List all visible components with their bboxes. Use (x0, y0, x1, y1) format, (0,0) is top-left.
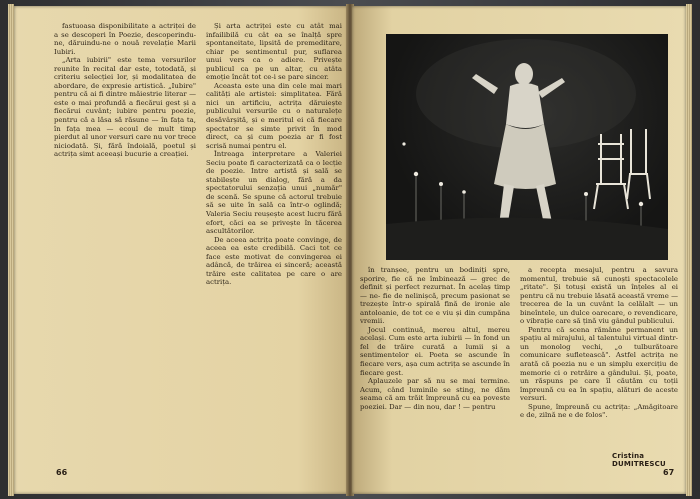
stage-scene-image (386, 34, 668, 260)
author-signature: Cristina DUMITRESCU (612, 452, 666, 468)
right-column-2 (520, 266, 678, 450)
paragraph: Întreaga interpretare a Valeriei Seciu poate fi caracterizată ca o lecție de poezie. Intre artistă și sală se stabilește un dialog, fără a da spectatorului senzația unui „număr" de scenă. Se spune că actorul trebuie să se uite în sală ca într-o oglindă; Valeria Seciu reușește acest lucru fără efort, căci ea se privește în tăcerea ascultătorilor. (206, 150, 342, 236)
paragraph: Jocul continuă, mereu altul, mereu același. Cum este arta iubirii — în fond un fel de trăire curată a lumii și a sentimentelor ei. Poeta se ascunde în fiecare vers, așa cum actrița se ascunde în fiecare gest. (360, 325, 510, 377)
paragraph: Pentru că scena rămâne permanent un spațiu al mirajului, al talentului virtual dintr-un monolog vechi, „o tulburătoare comunicare sufletească". Astfel actrița ne arată că poezia nu e un simplu exercițiu de memorie ci o retrăire a gândului. Și, poate, un răspuns pe care îl căutăm cu toții împreună cu ea în spațiu, alături de aceste versuri. (520, 325, 678, 403)
right-page-edges (686, 4, 692, 496)
page-number-right: 67 (663, 468, 675, 477)
paragraph: Și arta actriței este cu atât mai infailibilă cu cât ea se înalță spre spontaneitate, lipsită de premeditare, chiar pe sentimentul pur, suflarea unui vers ca o adiere. Privește publicul ca pe un altar, cu atâta emoție încât tot ce-i se pare sincer. (206, 22, 342, 82)
paragraph: în tranșee, pentru un bodiniți spre, sporire, fie că ne îmbinează — grec de definit și perfect rezurnat. În acelaș timp — ne- fie de nelinișcă, precum pasionat se trezește într-o spirală fină de ironie ale antoloanie, de tot ce e viu și din cumpăna vremii. (360, 266, 510, 326)
right-column-1 (360, 266, 510, 450)
left-column-2 (206, 22, 342, 458)
paragraph: De aceea actrița poate convinge, de aceea ea este credibilă. Caci tot ce face este motivat de convingerea ei adâncă, de trăirea ei sinceră; această trăire este calitatea pe care o are actrița. (206, 235, 342, 287)
paragraph: a recepta mesajul, pentru a savura momentul, trebuie să cunoști spectacolele „ritate". Și totuși există un înțeles al ei pentru că nu trebuie lăsată această vreme — trecerea de la un cuvânt la celălalt — un bineîntele, un dulce oarecare, o revendicare, o vibrație care să țină viu gândul publicului. (520, 266, 678, 326)
paragraph: Aceasta este una din cele mai mari calități ale artistei: simplitatea. Fără nici un artificiu, actrița dăruiește publicului versurile cu o naturalețe desăvârșită, și e meritul ei că fiecare spectator se simte privit în mod direct, ca și cum poezia ar fi fost scrisă numai pentru el. (206, 81, 342, 150)
paragraph: fastuoasa disponibilitate a actriței de a se descoperi în Poezie, descoperindu-ne, dăruindu-ne o nouă revelație Marii Iubiri. (54, 22, 196, 56)
left-page (14, 6, 348, 494)
left-column-1 (54, 22, 196, 436)
paragraph: „Arta iubirii" este tema versurilor reunite în recital dar este, totodată, și criteriu selecției lor, și modalitatea de abordare, de expresie artistică. „Iubire" pentru că ai fi dintre măiestrie literar — este o mai profundă a fiecărui gest și a fiecărui cuvânt; iubire pentru poezie, pentru că a lăsa să răsune — în fața ta, în fața mea — ecoul de mult timp pierdut al unor versuri care nu vor trece niciodată. Și, fără îndoială, poetul și actrița simt aceeași bucurie a creației. (54, 56, 196, 159)
stage-photograph (386, 34, 668, 260)
right-page (352, 6, 686, 494)
paragraph: Spune, împreună cu actrița: „Amăgitoare e de, zilnă ne e de folos". (520, 402, 678, 420)
paragraph: Aplauzele par să nu se mai termine. Acum, când luminile se sting, ne dăm seama că am trăit împreună cu ea poveste poeziei. Dar — din nou, dar ! — pentru (360, 377, 510, 411)
page-number-left: 66 (56, 468, 68, 477)
